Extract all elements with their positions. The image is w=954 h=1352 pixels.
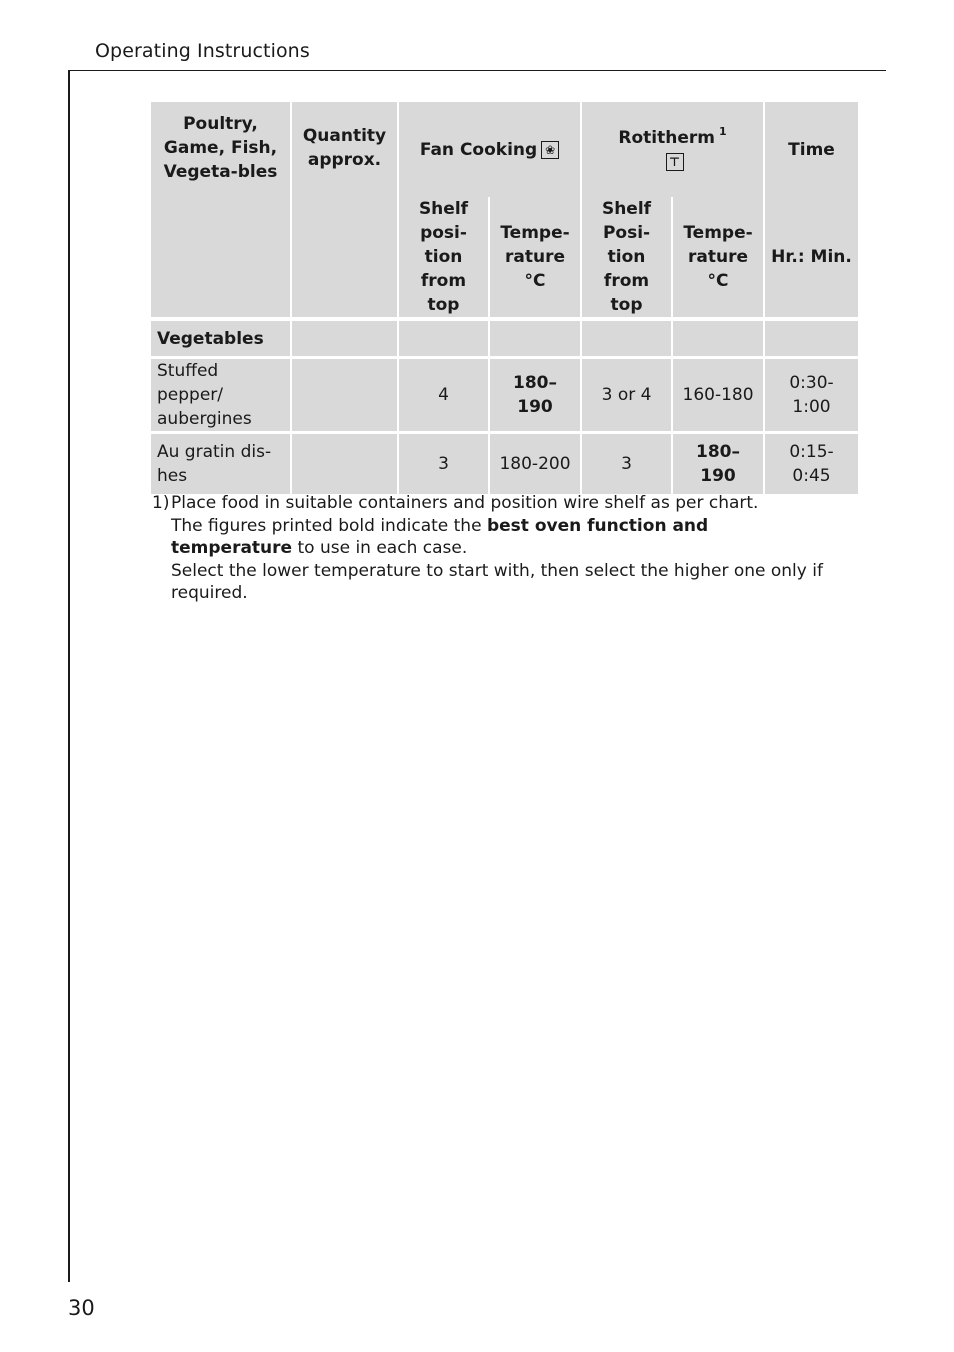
cell-roti-shelf: 3 or 4: [582, 359, 671, 431]
page-header-title: Operating Instructions: [95, 40, 310, 62]
cell-fan-shelf: 4: [399, 359, 488, 431]
rotitherm-icon: ⊤: [666, 153, 684, 171]
header-time: Time: [765, 102, 858, 197]
rotitherm-footnote-mark: 1: [718, 124, 727, 138]
header-quantity: Quantity approx.: [292, 102, 397, 317]
cell-food: Stuffed pepper/ aubergines: [151, 359, 290, 431]
subheader-fan-temperature: Tempe-rature °C: [490, 197, 580, 317]
table-row: [151, 359, 858, 431]
page-number: 30: [68, 1296, 95, 1320]
cell-quantity: [292, 359, 397, 431]
header-rule: [68, 70, 886, 71]
fan-cooking-label: Fan Cooking: [419, 139, 538, 160]
fan-icon: ❀: [541, 141, 559, 159]
cell-quantity: [292, 434, 397, 494]
category-vegetables: Vegetables: [151, 321, 290, 356]
cell-time: 0:15-0:45: [765, 434, 858, 494]
header-food: Poultry, Game, Fish, Vegeta-bles: [151, 102, 290, 317]
header-fan-cooking: [399, 102, 580, 197]
cell-roti-temperature: 160-180: [673, 359, 763, 431]
cell-roti-temperature: 180–190: [673, 434, 763, 494]
footnote-line-2: The figures printed bold indicate the best oven function and temperature to use in each case.: [171, 515, 709, 558]
footnote-line-3: Select the lower temperature to start with, then select the higher one only if required.: [171, 560, 823, 603]
footnote-number: 1): [152, 493, 170, 513]
cooking-table: [149, 102, 860, 494]
header-rotitherm: [582, 102, 763, 197]
footnote: [152, 492, 832, 605]
cell-food: Au gratin dis-hes: [151, 434, 290, 494]
cell-time: 0:30-1:00: [765, 359, 858, 431]
margin-rule: [68, 70, 70, 1282]
cell-fan-shelf: 3: [399, 434, 488, 494]
subheader-time-unit: Hr.: Min.: [765, 197, 858, 317]
cell-fan-temperature: 180-200: [490, 434, 580, 494]
rotitherm-label: Rotitherm: [618, 127, 715, 148]
cell-roti-shelf: 3: [582, 434, 671, 494]
cell-fan-temperature: 180–190: [490, 359, 580, 431]
subheader-roti-shelf: Shelf Posi-tion from top: [582, 197, 671, 317]
table-row: [151, 434, 858, 494]
subheader-roti-temperature: Tempe-rature °C: [673, 197, 763, 317]
subheader-fan-shelf: Shelf posi-tion from top: [399, 197, 488, 317]
footnote-line-1: Place food in suitable containers and position wire shelf as per chart.: [171, 493, 759, 513]
